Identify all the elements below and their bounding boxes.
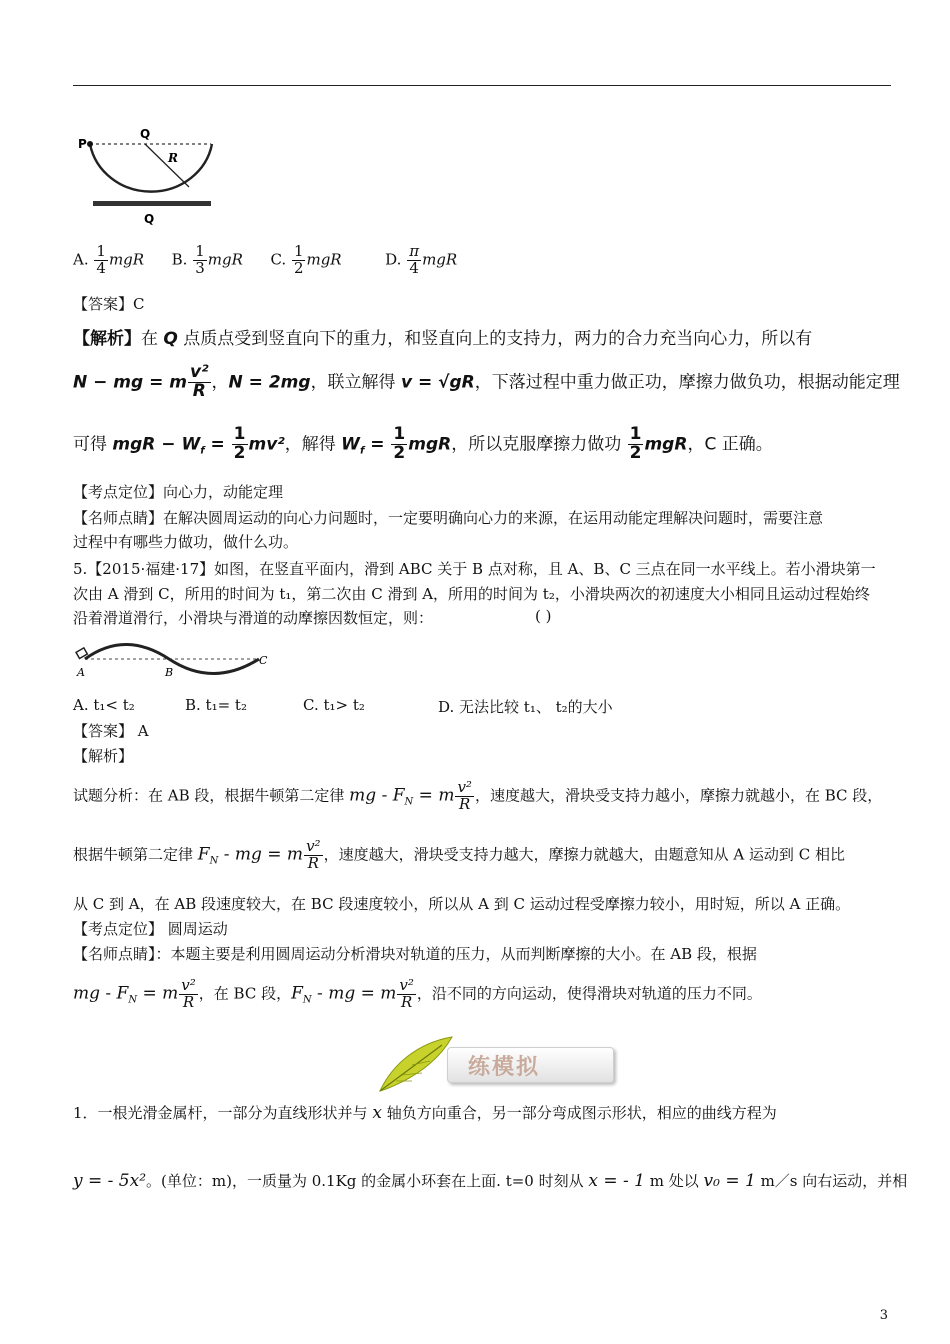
- bowl-figure: [78, 125, 228, 230]
- q5-analysis-line2: 根据牛顿第二定律 $F_N$ - mg = m $\frac{\text{v²}}{R}$ ，速度越大，滑块受支持力越大，摩擦力就越大，由题意知从 A 运动到 C 相比: [73, 837, 845, 872]
- q5-mingshi-2: mg - $F_N = m$ $\frac{\text{v²}}{R}$ ，在 BC 段，$F_N$ - mg = m $\frac{\text{v²}}{R}$ ，沿不同的方向运动，使得滑块对轨道的压力不同。: [73, 976, 762, 1011]
- q5-analysis-line3: 从 C 到 A，在 AB 段速度较大，在 BC 段速度较小，所以从 A 到 C 运动过程受摩擦力较小，用时短，所以 A 正确。: [73, 895, 851, 913]
- option-b-label: B.: [171, 250, 188, 269]
- option-a-tail: mgR: [108, 250, 145, 269]
- option-b-tail: mgR: [207, 250, 243, 269]
- q4-mingshi-2: 过程中有哪些力做功，做什么功。: [73, 533, 299, 551]
- p1-line2: y = - 5x²。(单位：m)，一质量为 0.1Kg 的金属小环套在上面. t=0 时刻从 x = - 1 m 处以 v₀ = 1 m／s 向右运动，并相: [73, 1171, 908, 1191]
- q5-paren: ( ): [535, 607, 552, 625]
- q5-line3: 沿着滑道滑行，小滑块与滑道的动摩擦因数恒定，则：: [73, 609, 434, 627]
- q4-analysis-line2: N − mg = m $\frac{\text{v²}}{R}$ ，N = 2mg，联立解得 v = √gR，下落过程中重力做正功，摩擦力做负功，根据动能定理: [73, 362, 900, 401]
- header-rule: [73, 85, 891, 86]
- option-b-fraction: $\frac{1}{3}$: [195, 242, 205, 277]
- option-a-label: A.: [73, 250, 89, 269]
- q5-kaodian: 【考点定位】 圆周运动: [73, 920, 228, 938]
- q5-analysis-line1: 试题分析：在 AB 段，根据牛顿第二定律 mg - $F_N = m$ $\frac{\text{v²}}{R}$ ，速度越大，滑块受支持力越小，摩擦力就越小，在 BC 段，: [73, 778, 883, 813]
- label-B: B: [165, 666, 174, 679]
- option-d-fraction: $\frac{\pi}{4}$: [409, 242, 420, 277]
- option-c-label: C.: [270, 250, 287, 269]
- q4-options: [73, 244, 457, 277]
- option-d-tail: mgR: [422, 250, 458, 269]
- label-R: R: [168, 151, 178, 165]
- track-figure: [73, 638, 273, 686]
- q4-mingshi-1: 【名师点睛】在解决圆周运动的向心力问题时，一定要明确向心力的来源，在运用动能定理解决问题时，需要注意: [73, 509, 824, 527]
- q5-line2: 次由 A 滑到 C，所用的时间为 t₁，第二次由 C 滑到 A，所用的时间为 t₂，小滑块两次的初速度大小相同且运动过程始终: [73, 585, 870, 603]
- label-P: P: [78, 137, 87, 151]
- label-A: A: [77, 666, 85, 679]
- q5-jiexi: 【解析】: [73, 747, 134, 765]
- banner-title: 练模拟: [468, 1055, 541, 1080]
- q5-mingshi-1: 【名师点睛】：本题主要是利用圆周运动分析滑块对轨道的压力，从而判断摩擦的大小。在 AB 段，根据: [73, 945, 757, 963]
- q5-option-a: A. t₁< t₂: [73, 696, 135, 714]
- q4-analysis-line1: 【解析】在 Q 点质点受到竖直向下的重力，和竖直向上的支持力，两力的合力充当向心力，所以有: [73, 329, 813, 349]
- label-C: C: [259, 654, 268, 667]
- option-c-tail: mgR: [306, 250, 342, 269]
- q4-answer: 【答案】C: [73, 295, 145, 313]
- p1-line1: 1．一根光滑金属杆，一部分为直线形状并与 x 轴负方向重合，另一部分弯成图示形状，相应的曲线方程为: [73, 1103, 777, 1123]
- option-d-label: D.: [385, 250, 402, 269]
- q5-option-d: D. 无法比较 t₁、 t₂的大小: [438, 698, 613, 716]
- option-a-fraction: $\frac{1}{4}$: [96, 242, 106, 277]
- q4-kaodian: 【考点定位】向心力，动能定理: [73, 483, 284, 501]
- section-banner: [372, 1035, 617, 1095]
- q5-answer: 【答案】 A: [73, 722, 149, 740]
- option-c-fraction: $\frac{1}{2}$: [293, 242, 304, 277]
- page-number: 3: [879, 1308, 888, 1323]
- q5-option-c: C. t₁> t₂: [303, 696, 365, 714]
- q4-analysis-line3: 可得 mgR − $W_f$ = $\frac{1}{2}$ mv²，解得 $W_f$ = $\frac{1}{2}$ mgR，所以克服摩擦力做功 $\frac{1}{2}$ mgR，C 正确。: [73, 424, 773, 463]
- q5-line1: 5.【2015·福建·17】如图，在竖直平面内，滑到 ABC 关于 B 点对称，且 A、B、C 三点在同一水平线上。若小滑块第一: [73, 560, 876, 578]
- label-Q-bottom: Q: [144, 212, 155, 226]
- q5-option-b: B. t₁= t₂: [185, 696, 247, 714]
- label-Q-top: Q: [140, 127, 151, 141]
